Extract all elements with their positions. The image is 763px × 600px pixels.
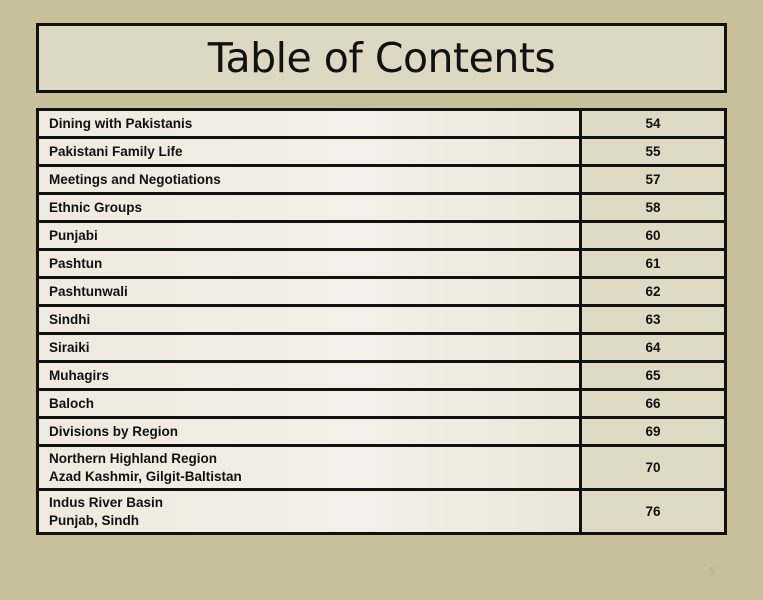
page-title: Table of Contents bbox=[207, 34, 556, 82]
slide-number: 5 bbox=[709, 566, 716, 578]
toc-entry-title bbox=[38, 222, 581, 250]
toc-entry-line: Northern Highland Region bbox=[49, 450, 217, 466]
toc-entry-title bbox=[38, 306, 581, 334]
toc-row bbox=[38, 446, 726, 490]
toc-entry-title bbox=[38, 110, 581, 138]
toc-entry-line: Divisions by Region bbox=[49, 423, 179, 439]
toc-entry-page: 57 bbox=[581, 166, 726, 194]
toc-entry-title bbox=[38, 250, 581, 278]
toc-entry-title bbox=[38, 446, 581, 490]
toc-entry-page: 55 bbox=[581, 138, 726, 166]
toc-row bbox=[38, 490, 726, 534]
toc-entry-line: Dining with Pakistanis bbox=[49, 115, 193, 131]
toc-row bbox=[38, 250, 726, 278]
toc-entry-page: 61 bbox=[581, 250, 726, 278]
toc-row bbox=[38, 222, 726, 250]
toc-entry-page: 62 bbox=[581, 278, 726, 306]
toc-entry-title bbox=[38, 334, 581, 362]
toc-entry-line: Punjab, Sindh bbox=[49, 512, 139, 528]
toc-row bbox=[38, 306, 726, 334]
toc-row bbox=[38, 362, 726, 390]
toc-entry-line: Sindhi bbox=[49, 311, 91, 327]
toc-entry-line: Ethnic Groups bbox=[49, 199, 143, 215]
toc-row bbox=[38, 334, 726, 362]
toc-entry-line: Indus River Basin bbox=[49, 494, 164, 510]
toc-entry-line: Baloch bbox=[49, 395, 95, 411]
toc-entry-line: Pashtun bbox=[49, 255, 103, 271]
toc-row bbox=[38, 166, 726, 194]
title-box bbox=[36, 23, 727, 93]
toc-entry-page: 64 bbox=[581, 334, 726, 362]
toc-entry-line: Pakistani Family Life bbox=[49, 143, 183, 159]
toc-entry-line: Meetings and Negotiations bbox=[49, 171, 221, 187]
toc-entry-line: Pashtunwali bbox=[49, 283, 128, 299]
toc-entry-page: 76 bbox=[581, 490, 726, 534]
toc-entry-title bbox=[38, 490, 581, 534]
toc-table bbox=[36, 108, 727, 535]
toc-entry-title bbox=[38, 278, 581, 306]
toc-entry-page: 63 bbox=[581, 306, 726, 334]
toc-row bbox=[38, 110, 726, 138]
toc-entry-title bbox=[38, 390, 581, 418]
toc-entry-page: 54 bbox=[581, 110, 726, 138]
toc-entry-title bbox=[38, 418, 581, 446]
toc-entry-title bbox=[38, 362, 581, 390]
toc-entry-page: 58 bbox=[581, 194, 726, 222]
toc-entry-line: Azad Kashmir, Gilgit-Baltistan bbox=[49, 468, 242, 484]
toc-entry-line: Punjabi bbox=[49, 227, 98, 243]
toc-entry-page: 66 bbox=[581, 390, 726, 418]
toc-entry-title bbox=[38, 138, 581, 166]
toc-row bbox=[38, 278, 726, 306]
toc-row bbox=[38, 418, 726, 446]
toc-row bbox=[38, 390, 726, 418]
toc-entry-title bbox=[38, 166, 581, 194]
toc-entry-line: Siraiki bbox=[49, 339, 90, 355]
toc-row bbox=[38, 138, 726, 166]
toc-entry-page: 65 bbox=[581, 362, 726, 390]
toc-entry-page: 69 bbox=[581, 418, 726, 446]
toc-entry-page: 70 bbox=[581, 446, 726, 490]
toc-entry-line: Muhagirs bbox=[49, 367, 110, 383]
toc-row bbox=[38, 194, 726, 222]
toc-entry-page: 60 bbox=[581, 222, 726, 250]
toc-entry-title bbox=[38, 194, 581, 222]
